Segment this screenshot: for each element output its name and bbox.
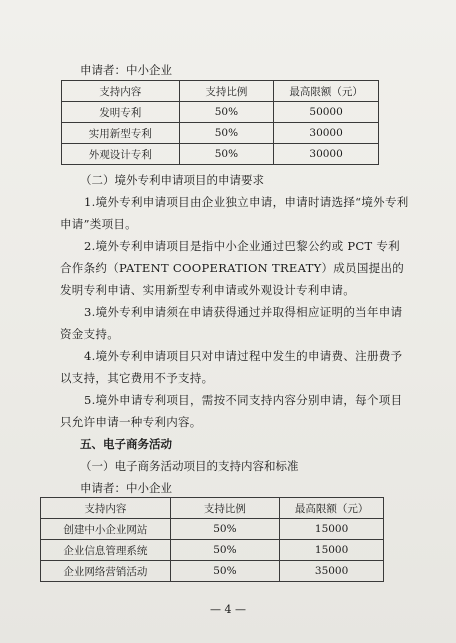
- paragraph: 2.境外专利申请项目是指中小企业通过巴黎公约或 PCT 专利合作条约（PATENT COOPERATION TREATY）成员国提出的发明专利申请、实用新型专利申请或外观设计专利申请。: [60, 239, 405, 297]
- table-header-cell: 支持内容: [62, 81, 180, 102]
- patent-support-table: [61, 80, 379, 165]
- table-cell: 50%: [170, 519, 280, 540]
- table-row: [62, 102, 379, 123]
- table-cell: 50%: [170, 561, 280, 582]
- paragraph: 5.境外申请专利项目，需按不同支持内容分别申请，每个项目只允许申请一种专利内容。: [60, 393, 403, 429]
- table-header-cell: 最高限额（元）: [274, 81, 379, 102]
- table-cell: 50%: [170, 540, 280, 561]
- table-cell: 外观设计专利: [62, 144, 180, 165]
- table-cell: 50%: [179, 102, 274, 123]
- table-header-row: [62, 81, 379, 102]
- table-cell: 15000: [280, 519, 384, 540]
- table-header-cell: 支持比例: [170, 498, 280, 519]
- table-cell: 35000: [280, 561, 384, 582]
- page-number: — 4 —: [210, 603, 246, 616]
- table-row: [41, 540, 384, 561]
- section-heading: （二）境外专利申请项目的申请要求: [80, 173, 264, 187]
- table-header-cell: 最高限额（元）: [280, 498, 384, 519]
- table-cell: 50%: [179, 123, 274, 144]
- paragraph: 4.境外专利申请项目只对申请过程中发生的申请费、注册费予以支持，其它费用不予支持。: [60, 349, 403, 385]
- paragraph: 1.境外专利申请项目由企业独立申请，申请时请选择“境外专利申请”类项目。: [60, 195, 409, 231]
- section-heading: 五、电子商务活动: [80, 437, 172, 451]
- paragraph: 3.境外专利申请须在申请获得通过并取得相应证明的当年申请资金支持。: [60, 305, 403, 341]
- table-cell: 发明专利: [62, 102, 180, 123]
- table-header-cell: 支持内容: [41, 498, 171, 519]
- table-cell: 企业网络营销活动: [41, 561, 171, 582]
- table-cell: 50%: [179, 144, 274, 165]
- table-row: [62, 144, 379, 165]
- table-row: [41, 561, 384, 582]
- table-cell: 50000: [274, 102, 379, 123]
- applicant-label: 申请者：中小企业: [80, 63, 172, 77]
- table-cell: 企业信息管理系统: [41, 540, 171, 561]
- subsection-heading: （一）电子商务活动项目的支持内容和标准: [80, 459, 299, 473]
- table-header-row: [41, 498, 384, 519]
- applicant-label: 申请者：中小企业: [80, 481, 172, 495]
- table-row: [62, 123, 379, 144]
- table-cell: 30000: [274, 123, 379, 144]
- table-row: [41, 519, 384, 540]
- table-cell: 创建中小企业网站: [41, 519, 171, 540]
- ecommerce-support-table: [40, 497, 384, 582]
- table-cell: 30000: [274, 144, 379, 165]
- table-cell: 实用新型专利: [62, 123, 180, 144]
- table-header-cell: 支持比例: [179, 81, 274, 102]
- table-cell: 15000: [280, 540, 384, 561]
